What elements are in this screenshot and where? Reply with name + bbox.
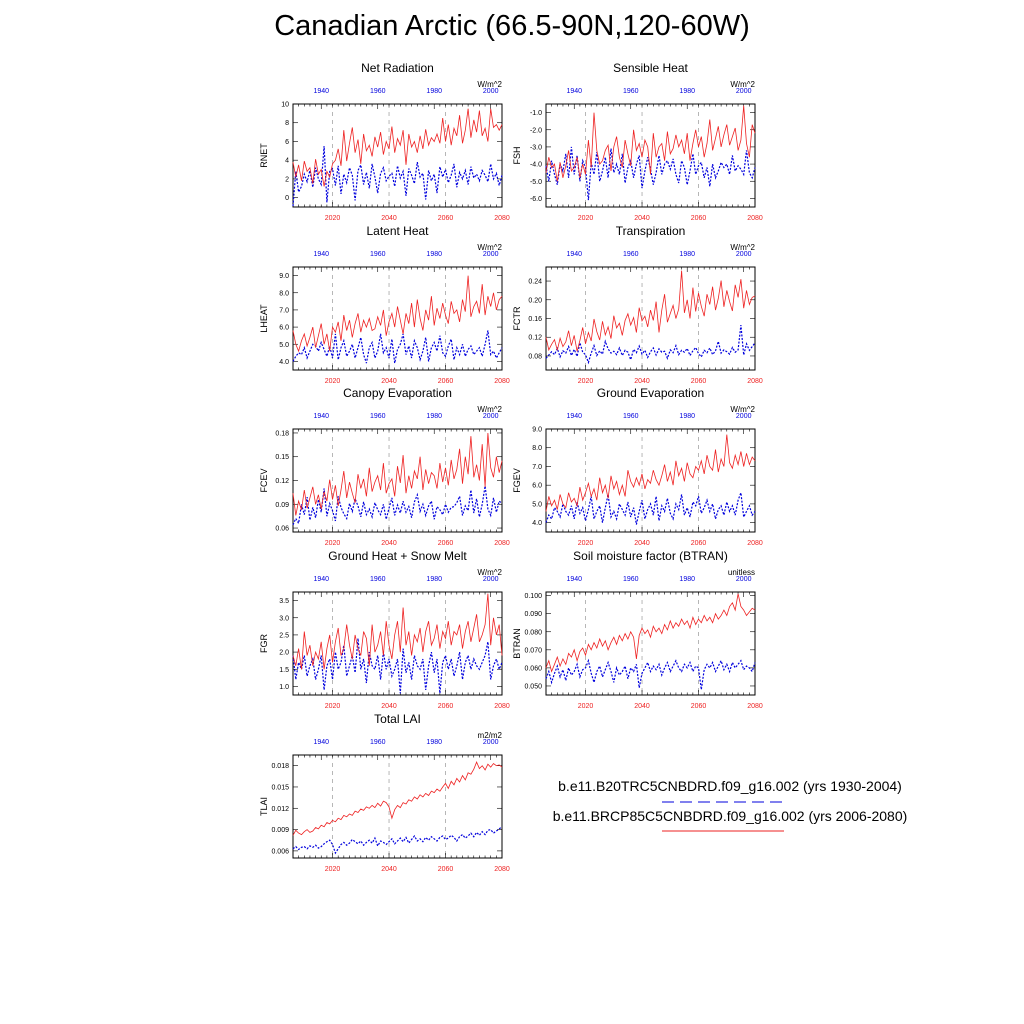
bottom-tick-label: 2040 — [381, 215, 397, 222]
y-tick-label: 5.0 — [532, 501, 542, 509]
page-title: Canadian Arctic (66.5-90N,120-60W) — [274, 10, 750, 42]
bottom-tick-label: 2040 — [381, 540, 397, 547]
bottom-tick-label: 2060 — [437, 540, 454, 547]
y-tick-label: 2.0 — [279, 649, 289, 657]
series-historical-line — [546, 325, 755, 362]
bottom-tick-label: 2020 — [577, 540, 594, 547]
y-tick-label: -3.0 — [529, 144, 542, 152]
panel-lheat — [259, 224, 510, 385]
bottom-tick-label: 2080 — [494, 215, 510, 222]
bottom-tick-label: 2060 — [437, 866, 454, 873]
panel-ylabel: FGEV — [512, 468, 522, 493]
bottom-tick-label: 2080 — [747, 378, 763, 385]
y-tick-label: 0.09 — [275, 501, 289, 509]
y-tick-label: 0 — [285, 195, 289, 203]
bottom-tick-label: 2080 — [747, 703, 763, 710]
top-tick-label: 1980 — [426, 413, 443, 420]
bottom-tick-label: 2040 — [381, 866, 397, 873]
series-future-line — [293, 594, 502, 670]
y-tick-label: 7.0 — [279, 307, 289, 315]
series-future-line — [546, 435, 755, 512]
y-tick-label: 5.0 — [279, 341, 289, 349]
y-tick-label: 0.090 — [524, 611, 542, 619]
panel-frame — [546, 592, 755, 695]
bottom-tick-label: 2080 — [747, 215, 763, 222]
y-tick-label: 2 — [285, 176, 289, 184]
y-tick-label: 0.012 — [271, 805, 289, 813]
y-tick-label: 0.12 — [275, 478, 289, 485]
legend-future-label: b.e11.BRCP85C5CNBDRD.f09_g16.002 (yrs 2006-2080) — [552, 808, 908, 824]
bottom-tick-label: 2040 — [381, 703, 397, 710]
panel-ylabel: RNET — [259, 143, 269, 168]
panel-fgev — [512, 386, 763, 547]
bottom-tick-label: 2080 — [494, 540, 510, 547]
y-tick-label: 6.0 — [279, 324, 289, 332]
top-tick-label: 1940 — [313, 413, 330, 420]
top-tick-label: 1980 — [426, 576, 443, 583]
top-tick-label: 2000 — [482, 739, 499, 746]
y-tick-label: 0.018 — [271, 763, 289, 771]
top-tick-label: 2000 — [735, 251, 752, 258]
y-tick-label: 4 — [285, 157, 289, 165]
panel-title: Latent Heat — [366, 224, 429, 238]
y-tick-label: 9.0 — [279, 273, 289, 281]
y-tick-label: -4.0 — [529, 161, 542, 169]
panel-fgr — [259, 549, 510, 710]
panel-title: Ground Heat + Snow Melt — [328, 549, 467, 563]
legend-historical-line — [662, 800, 784, 804]
bottom-tick-label: 2040 — [381, 378, 397, 385]
top-tick-label: 1960 — [369, 739, 386, 746]
panel-title: Sensible Heat — [613, 61, 688, 75]
bottom-tick-label: 2080 — [494, 703, 510, 710]
panel-units: W/m^2 — [477, 243, 502, 252]
y-tick-label: 8.0 — [532, 445, 542, 453]
top-tick-label: 1940 — [313, 739, 330, 746]
top-tick-label: 1940 — [566, 251, 583, 258]
top-tick-label: 1980 — [679, 88, 696, 95]
top-tick-label: 1940 — [566, 576, 583, 583]
y-tick-label: 3.5 — [279, 598, 289, 606]
panel-title: Ground Evaporation — [596, 386, 705, 400]
series-historical-line — [293, 827, 502, 853]
top-tick-label: 1940 — [313, 88, 330, 95]
bottom-tick-label: 2020 — [324, 540, 341, 547]
series-future-line — [293, 276, 502, 352]
y-tick-label: 0.12 — [528, 334, 542, 342]
panel-fctr — [512, 224, 763, 385]
y-tick-label: -1.0 — [529, 110, 542, 118]
series-future-line — [293, 433, 502, 515]
top-tick-label: 1980 — [679, 576, 696, 583]
panel-title: Total LAI — [374, 712, 421, 726]
panel-title: Net Radiation — [361, 61, 434, 75]
y-tick-label: 3.0 — [279, 615, 289, 623]
bottom-tick-label: 2020 — [324, 215, 341, 222]
panel-frame — [546, 104, 755, 207]
panel-btran — [512, 549, 763, 710]
bottom-tick-label: 2020 — [577, 215, 594, 222]
top-tick-label: 1980 — [426, 88, 443, 95]
legend-future-line — [662, 829, 784, 833]
top-tick-label: 1980 — [426, 251, 443, 258]
y-tick-label: 0.18 — [275, 430, 289, 438]
series-historical-line — [293, 146, 502, 206]
top-tick-label: 2000 — [482, 88, 499, 95]
panel-units: m2/m2 — [477, 731, 502, 740]
bottom-tick-label: 2040 — [634, 215, 650, 222]
bottom-tick-label: 2080 — [747, 540, 763, 547]
top-tick-label: 1960 — [369, 88, 386, 95]
panel-title: Transpiration — [615, 224, 686, 238]
series-future-line — [546, 594, 755, 672]
bottom-tick-label: 2020 — [324, 703, 341, 710]
panel-units: W/m^2 — [730, 80, 755, 89]
panel-ylabel: FSH — [512, 146, 522, 165]
top-tick-label: 1960 — [622, 576, 639, 583]
panel-frame — [293, 592, 502, 695]
top-tick-label: 1960 — [622, 88, 639, 95]
y-tick-label: 0.06 — [275, 525, 289, 533]
panel-units: unitless — [727, 568, 755, 577]
y-tick-label: 7.0 — [532, 463, 542, 471]
bottom-tick-label: 2060 — [437, 378, 454, 385]
top-tick-label: 2000 — [735, 576, 752, 583]
bottom-tick-label: 2040 — [634, 540, 650, 547]
y-tick-label: -6.0 — [529, 195, 542, 203]
y-tick-label: 1.0 — [279, 683, 289, 691]
panel-units: W/m^2 — [730, 405, 755, 414]
top-tick-label: 1940 — [566, 413, 583, 420]
panel-tlai — [259, 712, 510, 873]
y-tick-label: 4.0 — [279, 358, 289, 366]
top-tick-label: 2000 — [735, 88, 752, 95]
bottom-tick-label: 2060 — [690, 215, 707, 222]
bottom-tick-label: 2020 — [324, 378, 341, 385]
legend-historical-label: b.e11.B20TRC5CNBDRD.f09_g16.002 (yrs 1930-2004) — [558, 778, 902, 794]
top-tick-label: 1940 — [313, 576, 330, 583]
y-tick-label: 8.0 — [279, 290, 289, 298]
y-tick-label: 2.5 — [279, 632, 289, 640]
y-tick-label: 0.050 — [524, 683, 542, 691]
top-tick-label: 1980 — [426, 739, 443, 746]
panel-ylabel: TLAI — [259, 796, 269, 817]
bottom-tick-label: 2060 — [690, 703, 707, 710]
bottom-tick-label: 2040 — [634, 378, 650, 385]
bottom-tick-label: 2060 — [437, 703, 454, 710]
y-tick-label: 4.0 — [532, 520, 542, 528]
bottom-tick-label: 2060 — [437, 215, 454, 222]
series-future-line — [293, 762, 502, 835]
top-tick-label: 1960 — [369, 576, 386, 583]
panel-rnet — [259, 61, 510, 222]
y-tick-label: 0.24 — [528, 278, 542, 286]
top-tick-label: 2000 — [482, 251, 499, 258]
top-tick-label: 1960 — [622, 251, 639, 258]
y-tick-label: -2.0 — [529, 127, 542, 135]
top-tick-label: 2000 — [482, 576, 499, 583]
y-tick-label: 0.070 — [524, 647, 542, 655]
panel-ylabel: LHEAT — [259, 304, 269, 333]
y-tick-label: 1.5 — [279, 666, 289, 674]
panel-title: Canopy Evaporation — [343, 386, 452, 400]
top-tick-label: 1980 — [679, 413, 696, 420]
y-tick-label: 0.16 — [528, 316, 542, 323]
panel-ylabel: FCTR — [512, 306, 522, 331]
y-tick-label: 0.08 — [528, 353, 542, 361]
panel-frame — [293, 267, 502, 370]
panel-ylabel: FGR — [259, 634, 269, 653]
panel-fsh — [512, 61, 763, 222]
panel-ylabel: FCEV — [259, 468, 269, 493]
panel-frame — [293, 755, 502, 858]
y-tick-label: 6 — [285, 138, 289, 146]
bottom-tick-label: 2060 — [690, 378, 707, 385]
y-tick-label: 8 — [285, 120, 289, 128]
y-tick-label: 0.080 — [524, 629, 542, 637]
y-tick-label: 9.0 — [532, 426, 542, 434]
bottom-tick-label: 2060 — [690, 540, 707, 547]
bottom-tick-label: 2020 — [577, 703, 594, 710]
y-tick-label: 6.0 — [532, 482, 542, 490]
bottom-tick-label: 2020 — [324, 866, 341, 873]
top-tick-label: 1960 — [622, 413, 639, 420]
top-tick-label: 1980 — [679, 251, 696, 258]
top-tick-label: 2000 — [735, 413, 752, 420]
panel-title: Soil moisture factor (BTRAN) — [573, 549, 728, 563]
panel-frame — [546, 429, 755, 532]
top-tick-label: 1960 — [369, 413, 386, 420]
panel-units: W/m^2 — [477, 568, 502, 577]
bottom-tick-label: 2080 — [494, 866, 510, 873]
y-tick-label: 0.009 — [271, 827, 289, 835]
panel-units: W/m^2 — [477, 405, 502, 414]
panel-units: W/m^2 — [477, 80, 502, 89]
bottom-tick-label: 2080 — [494, 378, 510, 385]
series-future-line — [546, 106, 755, 182]
y-tick-label: 0.20 — [528, 297, 542, 305]
panel-units: W/m^2 — [730, 243, 755, 252]
y-tick-label: 0.100 — [524, 593, 542, 601]
series-historical-line — [546, 661, 755, 690]
panel-fcev — [259, 386, 510, 547]
y-tick-label: 0.015 — [271, 784, 289, 792]
panel-ylabel: BTRAN — [512, 628, 522, 659]
y-tick-label: 0.15 — [275, 454, 289, 462]
y-tick-label: -5.0 — [529, 178, 542, 186]
top-tick-label: 1940 — [313, 251, 330, 258]
top-tick-label: 1960 — [369, 251, 386, 258]
series-historical-line — [546, 493, 755, 525]
top-tick-label: 1940 — [566, 88, 583, 95]
series-future-line — [546, 271, 755, 352]
y-tick-label: 0.060 — [524, 665, 542, 673]
bottom-tick-label: 2040 — [634, 703, 650, 710]
y-tick-label: 10 — [281, 101, 289, 109]
series-historical-line — [293, 331, 502, 364]
bottom-tick-label: 2020 — [577, 378, 594, 385]
y-tick-label: 0.006 — [271, 848, 289, 856]
top-tick-label: 2000 — [482, 413, 499, 420]
